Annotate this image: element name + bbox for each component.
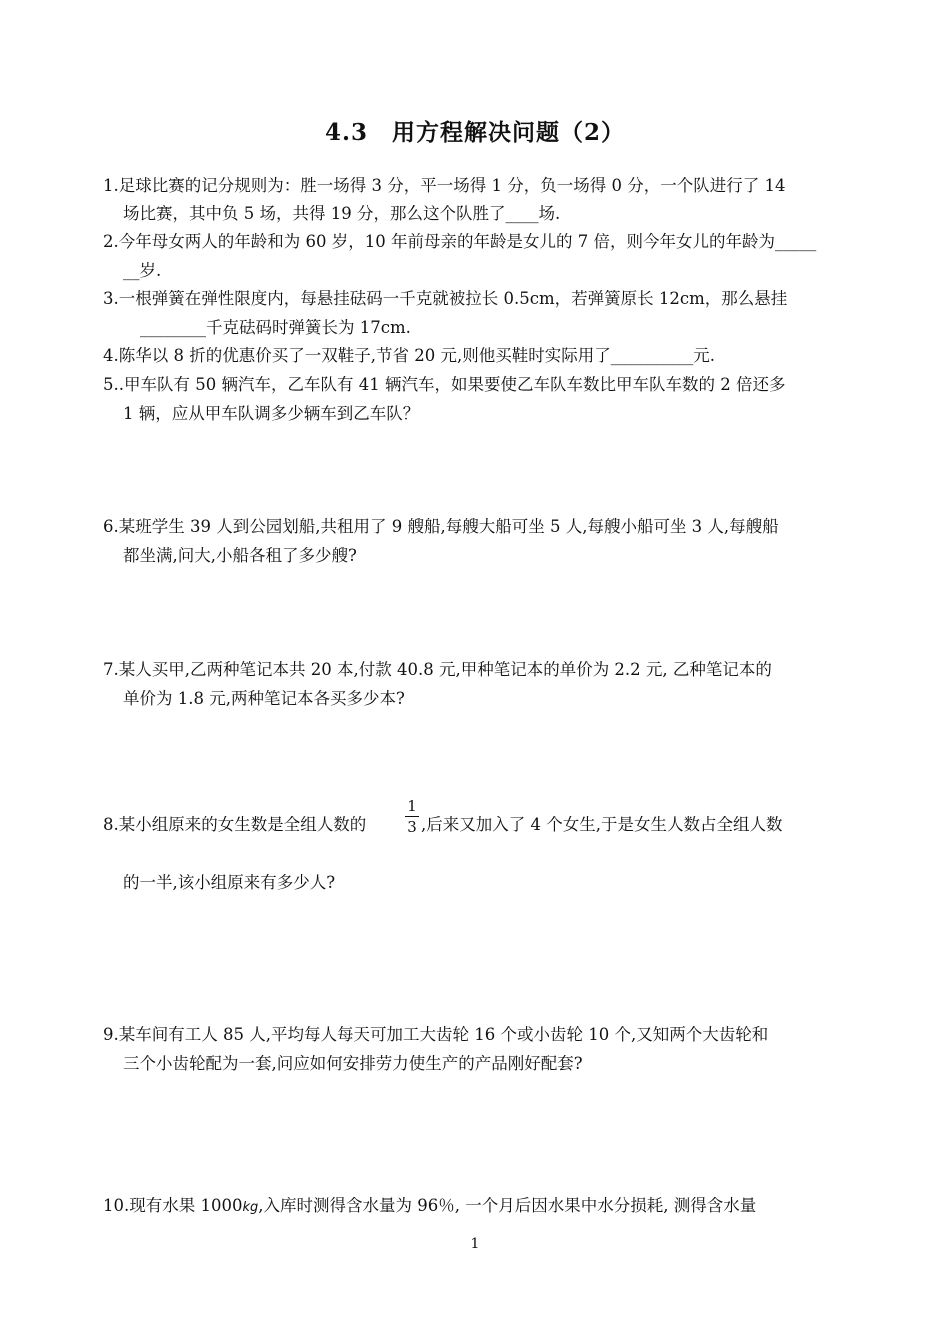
question-3-line-1: 3.一根弹簧在弹性限度内，每悬挂砝码一千克就被拉长 0.5cm，若弹簧原长 12cm，那么悬挂 bbox=[103, 289, 788, 308]
fraction-bar bbox=[405, 816, 419, 817]
question-10-line-1 bbox=[103, 1196, 756, 1218]
question-2-line-2: __岁. bbox=[123, 261, 162, 280]
fraction-numerator: 1 bbox=[407, 797, 417, 815]
unit-kg: kg bbox=[242, 1200, 259, 1215]
question-10-text-after: ,入库时测得含水量为 96％, 一个月后因水果中水分损耗, 测得含水量 bbox=[258, 1196, 757, 1215]
question-4-line-1: 4.陈华以 8 折的优惠价买了一双鞋子,节省 20 元,则他买鞋时实际用了__________元. bbox=[103, 346, 715, 365]
question-8-line-1-after: ,后来又加入了 4 个女生,于是女生人数占全组人数 bbox=[421, 815, 783, 834]
question-8-line-1-before: 8.某小组原来的女生数是全组人数的 bbox=[103, 815, 367, 834]
question-9-line-2: 三个小齿轮配为一套,问应如何安排劳力使生产的产品刚好配套? bbox=[123, 1054, 583, 1073]
question-10-text-before: 10.现有水果 1000 bbox=[103, 1196, 243, 1215]
question-9-line-1: 9.某车间有工人 85 人,平均每人每天可加工大齿轮 16 个或小齿轮 10 个,又知两个大齿轮和 bbox=[103, 1025, 769, 1044]
question-1-line-2: 场比赛，其中负 5 场，共得 19 分，那么这个队胜了____场. bbox=[123, 204, 561, 223]
question-7-line-2: 单价为 1.8 元,两种笔记本各买多少本? bbox=[123, 689, 405, 708]
fraction-denominator: 3 bbox=[407, 818, 417, 836]
page-number: 1 bbox=[470, 1236, 480, 1252]
question-8-line-2: 的一半,该小组原来有多少人? bbox=[123, 873, 336, 892]
question-3-line-2: ________千克砝码时弹簧长为 17cm. bbox=[140, 318, 411, 337]
question-2-line-1: 2.今年母女两人的年龄和为 60 岁，10 年前母亲的年龄是女儿的 7 倍，则今年女儿的年龄为_____ bbox=[103, 232, 817, 251]
fraction-one-third bbox=[405, 797, 419, 836]
page-title: 4.3 用方程解决问题（2） bbox=[324, 119, 626, 146]
question-7-line-1: 7.某人买甲,乙两种笔记本共 20 本,付款 40.8 元,甲种笔记本的单价为 2.2 元, 乙种笔记本的 bbox=[103, 660, 772, 679]
question-6-line-1: 6.某班学生 39 人到公园划船,共租用了 9 艘船,每艘大船可坐 5 人,每艘小船可坐 3 人,每艘船 bbox=[103, 517, 779, 536]
question-1-line-1: 1.足球比赛的记分规则为：胜一场得 3 分，平一场得 1 分，负一场得 0 分，一个队进行了 14 bbox=[103, 176, 786, 195]
question-6-line-2: 都坐满,问大,小船各租了多少艘? bbox=[123, 546, 357, 565]
question-5-line-2: 1 辆，应从甲车队调多少辆车到乙车队？ bbox=[123, 404, 420, 423]
question-5-line-1: 5..甲车队有 50 辆汽车，乙车队有 41 辆汽车，如果要使乙车队车数比甲车队车数的 2 倍还多 bbox=[103, 375, 786, 394]
